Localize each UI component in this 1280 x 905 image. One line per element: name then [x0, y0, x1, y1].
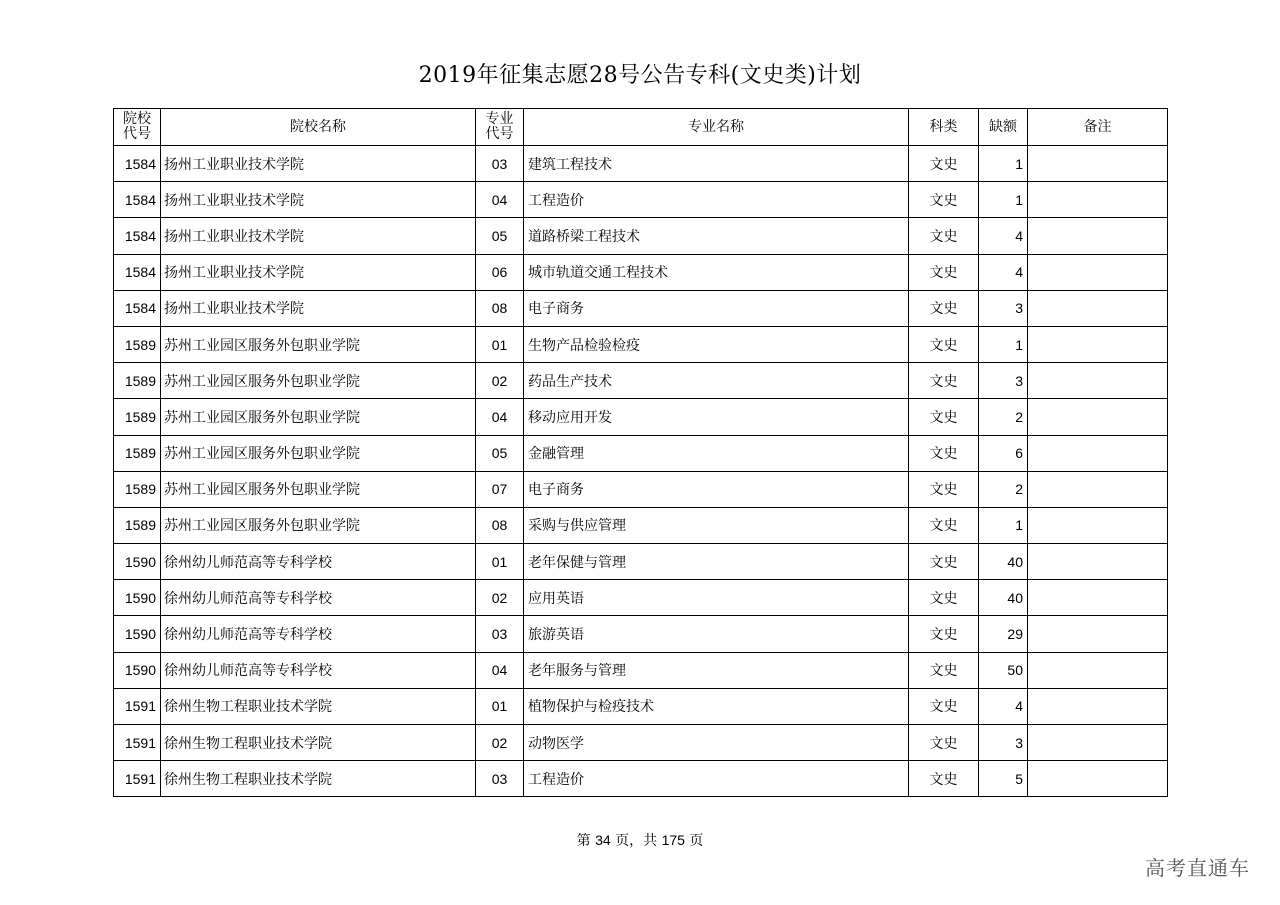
cell-category: 文史 — [909, 363, 979, 399]
cell-school-code: 1591 — [114, 725, 161, 761]
table-row — [114, 725, 1168, 761]
cell-school-code: 1589 — [114, 363, 161, 399]
cell-major-name: 应用英语 — [524, 580, 909, 616]
table-row — [114, 146, 1168, 182]
cell-category: 文史 — [909, 146, 979, 182]
cell-major-name: 移动应用开发 — [524, 399, 909, 435]
footer-suffix: 页 — [689, 833, 704, 849]
cell-category: 文史 — [909, 254, 979, 290]
cell-category: 文史 — [909, 616, 979, 652]
cell-major-name: 老年保健与管理 — [524, 544, 909, 580]
cell-major-name: 城市轨道交通工程技术 — [524, 254, 909, 290]
cell-category: 文史 — [909, 507, 979, 543]
cell-major-code: 03 — [476, 616, 524, 652]
cell-quota: 50 — [979, 652, 1028, 688]
header-major-code: 专业 代号 — [476, 109, 524, 146]
table-row — [114, 218, 1168, 254]
cell-remarks — [1028, 146, 1168, 182]
cell-major-name: 生物产品检验检疫 — [524, 326, 909, 362]
cell-category: 文史 — [909, 399, 979, 435]
header-remarks: 备注 — [1028, 109, 1168, 146]
cell-major-code: 02 — [476, 363, 524, 399]
cell-remarks — [1028, 507, 1168, 543]
table-row — [114, 580, 1168, 616]
table-header-row — [114, 109, 1168, 146]
cell-school-name: 徐州生物工程职业技术学院 — [161, 725, 476, 761]
cell-school-name: 苏州工业园区服务外包职业学院 — [161, 326, 476, 362]
cell-category: 文史 — [909, 544, 979, 580]
cell-school-name: 徐州幼儿师范高等专科学校 — [161, 580, 476, 616]
table-row — [114, 507, 1168, 543]
cell-major-code: 05 — [476, 435, 524, 471]
cell-quota: 6 — [979, 435, 1028, 471]
cell-category: 文史 — [909, 290, 979, 326]
cell-quota: 29 — [979, 616, 1028, 652]
cell-school-code: 1589 — [114, 507, 161, 543]
cell-major-name: 植物保护与检疫技术 — [524, 688, 909, 724]
header-quota: 缺额 — [979, 109, 1028, 146]
cell-major-code: 04 — [476, 182, 524, 218]
cell-category: 文史 — [909, 435, 979, 471]
cell-major-name: 金融管理 — [524, 435, 909, 471]
cell-remarks — [1028, 326, 1168, 362]
cell-remarks — [1028, 435, 1168, 471]
cell-school-name: 徐州生物工程职业技术学院 — [161, 688, 476, 724]
cell-major-code: 01 — [476, 544, 524, 580]
table-row — [114, 761, 1168, 797]
cell-major-name: 采购与供应管理 — [524, 507, 909, 543]
plan-table — [113, 108, 1168, 797]
table-row — [114, 652, 1168, 688]
cell-remarks — [1028, 399, 1168, 435]
page-title: 2019年征集志愿28号公告专科(文史类)计划 — [418, 63, 862, 88]
cell-remarks — [1028, 182, 1168, 218]
cell-major-code: 01 — [476, 326, 524, 362]
cell-quota: 1 — [979, 146, 1028, 182]
cell-major-code: 04 — [476, 652, 524, 688]
cell-major-name: 旅游英语 — [524, 616, 909, 652]
cell-major-name: 老年服务与管理 — [524, 652, 909, 688]
cell-major-name: 道路桥梁工程技术 — [524, 218, 909, 254]
cell-major-name: 电子商务 — [524, 471, 909, 507]
cell-major-code: 05 — [476, 218, 524, 254]
cell-remarks — [1028, 254, 1168, 290]
cell-quota: 1 — [979, 182, 1028, 218]
current-page-number: 34 — [595, 832, 611, 848]
cell-school-name: 扬州工业职业技术学院 — [161, 146, 476, 182]
cell-category: 文史 — [909, 326, 979, 362]
cell-category: 文史 — [909, 471, 979, 507]
cell-category: 文史 — [909, 761, 979, 797]
cell-school-name: 苏州工业园区服务外包职业学院 — [161, 363, 476, 399]
table-row — [114, 182, 1168, 218]
table-row — [114, 254, 1168, 290]
cell-school-code: 1591 — [114, 761, 161, 797]
table-row — [114, 326, 1168, 362]
cell-major-code: 04 — [476, 399, 524, 435]
cell-remarks — [1028, 580, 1168, 616]
cell-major-name: 动物医学 — [524, 725, 909, 761]
cell-quota: 4 — [979, 688, 1028, 724]
header-category: 科类 — [909, 109, 979, 146]
cell-school-name: 扬州工业职业技术学院 — [161, 290, 476, 326]
cell-major-name: 电子商务 — [524, 290, 909, 326]
cell-major-name: 建筑工程技术 — [524, 146, 909, 182]
cell-school-code: 1590 — [114, 580, 161, 616]
cell-school-code: 1589 — [114, 435, 161, 471]
cell-major-code: 03 — [476, 761, 524, 797]
cell-quota: 2 — [979, 399, 1028, 435]
table-row — [114, 616, 1168, 652]
cell-remarks — [1028, 688, 1168, 724]
cell-school-code: 1589 — [114, 326, 161, 362]
footer-prefix: 第 — [576, 833, 591, 849]
header-school-code: 院校 代号 — [114, 109, 161, 146]
total-page-count: 175 — [661, 832, 685, 848]
cell-school-name: 扬州工业职业技术学院 — [161, 254, 476, 290]
cell-school-code: 1591 — [114, 688, 161, 724]
cell-remarks — [1028, 363, 1168, 399]
cell-quota: 3 — [979, 725, 1028, 761]
cell-school-code: 1590 — [114, 544, 161, 580]
cell-remarks — [1028, 761, 1168, 797]
cell-remarks — [1028, 544, 1168, 580]
cell-school-name: 徐州生物工程职业技术学院 — [161, 761, 476, 797]
cell-remarks — [1028, 616, 1168, 652]
cell-quota: 2 — [979, 471, 1028, 507]
cell-major-code: 08 — [476, 290, 524, 326]
cell-major-code: 01 — [476, 688, 524, 724]
cell-major-code: 03 — [476, 146, 524, 182]
cell-category: 文史 — [909, 652, 979, 688]
cell-category: 文史 — [909, 725, 979, 761]
cell-school-code: 1584 — [114, 146, 161, 182]
cell-major-code: 06 — [476, 254, 524, 290]
cell-quota: 4 — [979, 218, 1028, 254]
table-row — [114, 363, 1168, 399]
cell-school-code: 1584 — [114, 182, 161, 218]
cell-school-code: 1584 — [114, 290, 161, 326]
cell-school-name: 苏州工业园区服务外包职业学院 — [161, 435, 476, 471]
table-row — [114, 544, 1168, 580]
cell-school-code: 1590 — [114, 652, 161, 688]
cell-remarks — [1028, 725, 1168, 761]
cell-major-name: 工程造价 — [524, 182, 909, 218]
cell-school-code: 1589 — [114, 399, 161, 435]
cell-school-name: 苏州工业园区服务外包职业学院 — [161, 471, 476, 507]
cell-category: 文史 — [909, 218, 979, 254]
cell-quota: 3 — [979, 290, 1028, 326]
footer-middle: 页，共 — [615, 833, 658, 849]
cell-remarks — [1028, 290, 1168, 326]
cell-major-name: 工程造价 — [524, 761, 909, 797]
cell-major-code: 08 — [476, 507, 524, 543]
cell-school-name: 苏州工业园区服务外包职业学院 — [161, 507, 476, 543]
cell-quota: 40 — [979, 580, 1028, 616]
cell-major-code: 02 — [476, 580, 524, 616]
cell-major-code: 07 — [476, 471, 524, 507]
cell-school-name: 徐州幼儿师范高等专科学校 — [161, 652, 476, 688]
cell-school-name: 扬州工业职业技术学院 — [161, 182, 476, 218]
cell-category: 文史 — [909, 182, 979, 218]
cell-school-name: 苏州工业园区服务外包职业学院 — [161, 399, 476, 435]
cell-remarks — [1028, 218, 1168, 254]
cell-quota: 5 — [979, 761, 1028, 797]
cell-quota: 3 — [979, 363, 1028, 399]
cell-quota: 4 — [979, 254, 1028, 290]
cell-remarks — [1028, 652, 1168, 688]
cell-school-name: 徐州幼儿师范高等专科学校 — [161, 616, 476, 652]
cell-category: 文史 — [909, 688, 979, 724]
cell-quota: 1 — [979, 326, 1028, 362]
table-row — [114, 435, 1168, 471]
table-row — [114, 688, 1168, 724]
table-row — [114, 399, 1168, 435]
cell-remarks — [1028, 471, 1168, 507]
cell-category: 文史 — [909, 580, 979, 616]
header-school-name: 院校名称 — [161, 109, 476, 146]
header-major-name: 专业名称 — [524, 109, 909, 146]
table-row — [114, 290, 1168, 326]
page-footer — [0, 830, 1280, 850]
table-row — [114, 471, 1168, 507]
cell-school-code: 1589 — [114, 471, 161, 507]
cell-school-name: 徐州幼儿师范高等专科学校 — [161, 544, 476, 580]
cell-major-name: 药品生产技术 — [524, 363, 909, 399]
cell-major-code: 02 — [476, 725, 524, 761]
watermark: 高考直通车 — [1145, 856, 1250, 880]
cell-school-name: 扬州工业职业技术学院 — [161, 218, 476, 254]
cell-quota: 40 — [979, 544, 1028, 580]
cell-school-code: 1590 — [114, 616, 161, 652]
cell-school-code: 1584 — [114, 254, 161, 290]
cell-school-code: 1584 — [114, 218, 161, 254]
cell-quota: 1 — [979, 507, 1028, 543]
